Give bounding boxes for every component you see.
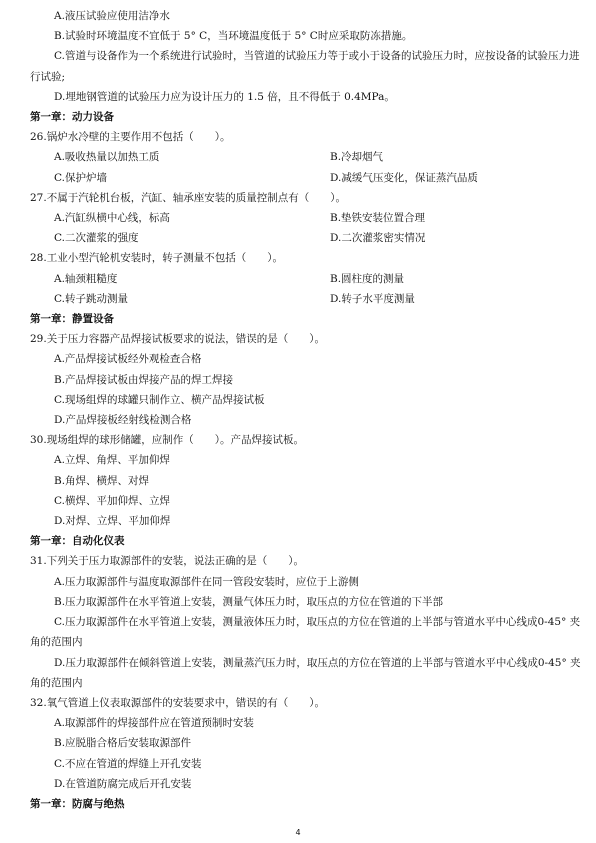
option-b: B.角焊、横焊、对焊 (54, 474, 150, 487)
option-b: B.产品焊接试板由焊接产品的焊工焊接 (54, 373, 234, 386)
question-30: 30.现场组焊的球形储罐，应制作（ ）。产品焊接试板。 (30, 434, 304, 447)
option-d: D.二次灌浆密实情况 (330, 232, 426, 245)
question-28: 28.工业小型汽轮机安装时，转子测量不包括（ ）。 (30, 252, 283, 265)
section-heading-power: 第一章：动力设备 (30, 111, 114, 124)
option-a: A.吸收热量以加热工质 (54, 151, 160, 164)
option-d: D.埋地钢管道的试验压力应为设计压力的 1.5 倍，且不得低于 0.4MPa。 (54, 90, 395, 103)
section-heading-static: 第一章：静置设备 (30, 313, 114, 326)
option-c: C.横焊、平加仰焊、立焊 (54, 494, 170, 507)
option-c: C.管道与设备作为一个系统进行试验时，当管道的试验压力等于或小于设备的试验压力时，应按设备的试验压力进行试验; (30, 50, 580, 83)
question-26: 26.锅炉水冷壁的主要作用不包括（ ）。 (30, 131, 231, 144)
option-c: C.保护炉墙 (54, 171, 107, 184)
option-b: B.应脱脂合格后安装取源部件 (54, 737, 192, 750)
options-row (30, 289, 582, 309)
option-c: C.现场组焊的球罐只制作立、横产品焊接试板 (54, 393, 265, 406)
options-row (30, 168, 582, 188)
option-b: B.冷却烟气 (330, 151, 384, 164)
option-d: D.在管道防腐完成后开孔安装 (54, 777, 192, 790)
option-d: D.转子水平度测量 (330, 292, 415, 305)
question-32: 32.氧气管道上仪表取源部件的安装要求中，错误的有（ ）。 (30, 696, 325, 709)
question-29: 29.关于压力容器产品焊接试板要求的说法，错误的是（ ）。 (30, 333, 325, 346)
option-c: C.不应在管道的焊缝上开孔安装 (54, 757, 202, 770)
option-a: A.取源部件的焊接部件应在管道预制时安装 (54, 717, 254, 730)
options-row (30, 269, 582, 289)
option-a: A.立焊、角焊、平加仰焊 (54, 454, 170, 467)
option-a: A.轴颈粗糙度 (54, 272, 118, 285)
section-heading-anticorrosion: 第一章：防腐与绝热 (30, 797, 125, 810)
section-heading-automation: 第一章：自动化仪表 (30, 535, 125, 548)
option-a: A.产品焊接试板经外观检查合格 (54, 353, 202, 366)
option-a: A.液压试验应使用洁净水 (54, 10, 170, 22)
option-b: B.圆柱度的测量 (330, 272, 405, 285)
option-b: B.垫铁安装位置合理 (330, 212, 426, 225)
option-a: A.压力取源部件与温度取源部件在同一管段安装时，应位于上游侧 (54, 575, 359, 588)
option-c: C.转子跳动测量 (54, 292, 128, 305)
option-a: A.汽缸纵横中心线，标高 (54, 212, 170, 225)
option-d: D.对焊、立焊、平加仰焊 (54, 515, 171, 528)
page-number: 4 (295, 828, 301, 837)
option-c: C.二次灌浆的强度 (54, 232, 139, 245)
option-b: B.试验时环境温度不宜低于 5° C，当环境温度低于 5° C时应采取防冻措施。 (54, 30, 413, 43)
options-row (30, 147, 582, 167)
question-27: 27.不属于汽轮机台板，汽缸、轴承座安装的质量控制点有（ ）。 (30, 191, 346, 204)
question-31: 31.下列关于压力取源部件的安装，说法正确的是（ ）。 (30, 555, 304, 568)
options-row (30, 208, 582, 228)
document-page (30, 6, 582, 814)
option-b: B.压力取源部件在水平管道上安装，测量气体压力时，取压点的方位在管道的下半部 (54, 595, 444, 608)
option-c: C.压力取源部件在水平管道上安装，测量液体压力时，取压点的方位在管道的上半部与管道水平中心线成0-45° 夹角的范围内 (30, 616, 581, 649)
options-row (30, 228, 582, 248)
option-d: D.压力取源部件在倾斜管道上安装，测量蒸汽压力时，取压点的方位在管道的上半部与管道水平中心线成0-45° 夹角的范围内 (30, 656, 581, 689)
option-d: D.产品焊接板经射线检测合格 (54, 414, 192, 427)
option-d: D.减缓气压变化，保证蒸汽品质 (330, 171, 478, 184)
